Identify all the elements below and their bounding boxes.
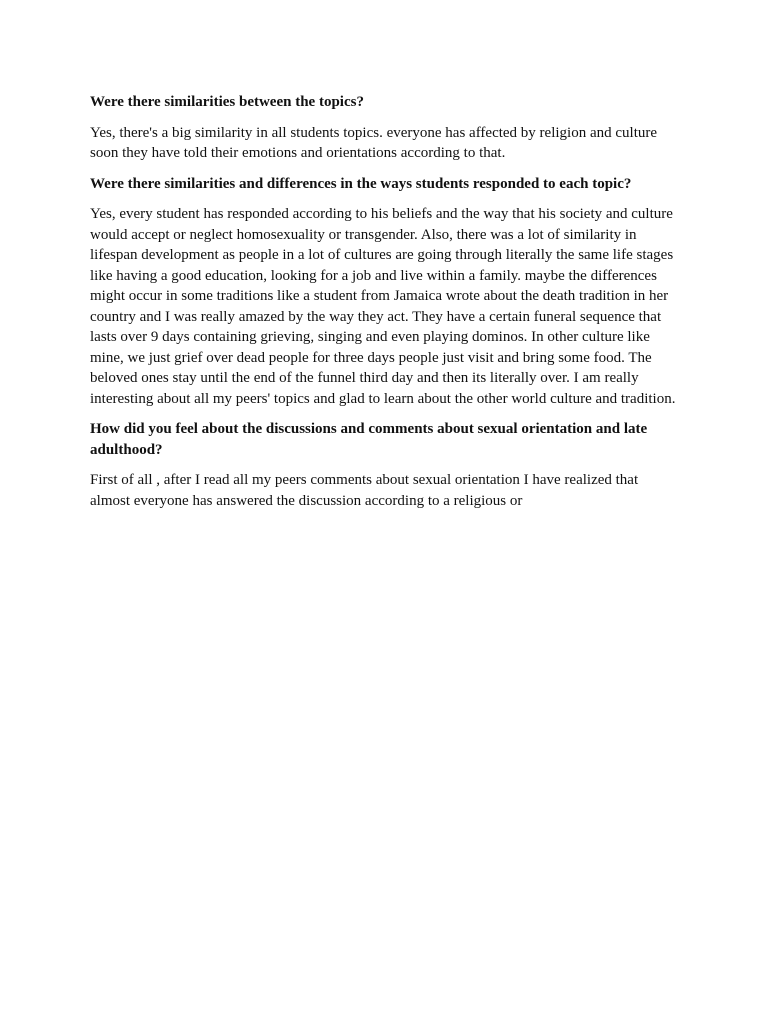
section-1 <box>90 92 680 164</box>
answer-paragraph <box>90 470 680 511</box>
answer-line: Yes, there's a big similarity in all students topics. everyone has affected by religion and culture <box>90 124 658 141</box>
answer-line: lifespan development as people in a lot of cultures are going through literally the same life stages <box>90 247 674 263</box>
section-3 <box>90 419 680 511</box>
question-line: Were there similarities between the topics? <box>90 94 364 110</box>
answer-line: Yes, every student has responded according to his beliefs and the way that his society and culture <box>90 206 673 222</box>
question-heading <box>90 419 680 460</box>
answer-line: almost everyone has answered the discussion according to a religious or <box>90 492 523 509</box>
question-line: adulthood? <box>90 441 163 458</box>
answer-line: soon they have told their emotions and orientations according to that. <box>90 145 506 161</box>
document-page <box>90 92 680 521</box>
question-line: How did you feel about the discussions and comments about sexual orientation and late <box>90 421 648 437</box>
question-heading <box>90 174 680 195</box>
answer-line: like having a good education, looking for a job and live within a family. maybe the differences <box>90 267 657 284</box>
answer-line: country and I was really amazed by the way they act. They have a certain funeral sequence that <box>90 308 662 325</box>
answer-line: would accept or neglect homosexuality or transgender. Also, there was a lot of similarity in <box>90 226 637 243</box>
answer-line: mine, we just grief over dead people for three days people just visit and bring some food. The <box>90 349 652 366</box>
answer-line: beloved ones stay until the end of the funnel third day and then its literally over. I am really <box>90 370 639 386</box>
answer-paragraph <box>90 204 680 409</box>
answer-line: interesting about all my peers' topics and glad to learn about the other world culture and tradition. <box>90 390 676 407</box>
question-line: Were there similarities and differences in the ways students responded to each topic? <box>90 175 632 192</box>
answer-line: lasts over 9 days containing grieving, singing and even playing dominos. In other culture like <box>90 329 650 345</box>
answer-line: First of all , after I read all my peers comments about sexual orientation I have realized that <box>90 472 639 488</box>
question-heading <box>90 92 680 113</box>
section-2 <box>90 174 680 410</box>
answer-line: might occur in some traditions like a student from Jamaica wrote about the death tradition in her <box>90 288 669 304</box>
answer-paragraph <box>90 123 680 164</box>
